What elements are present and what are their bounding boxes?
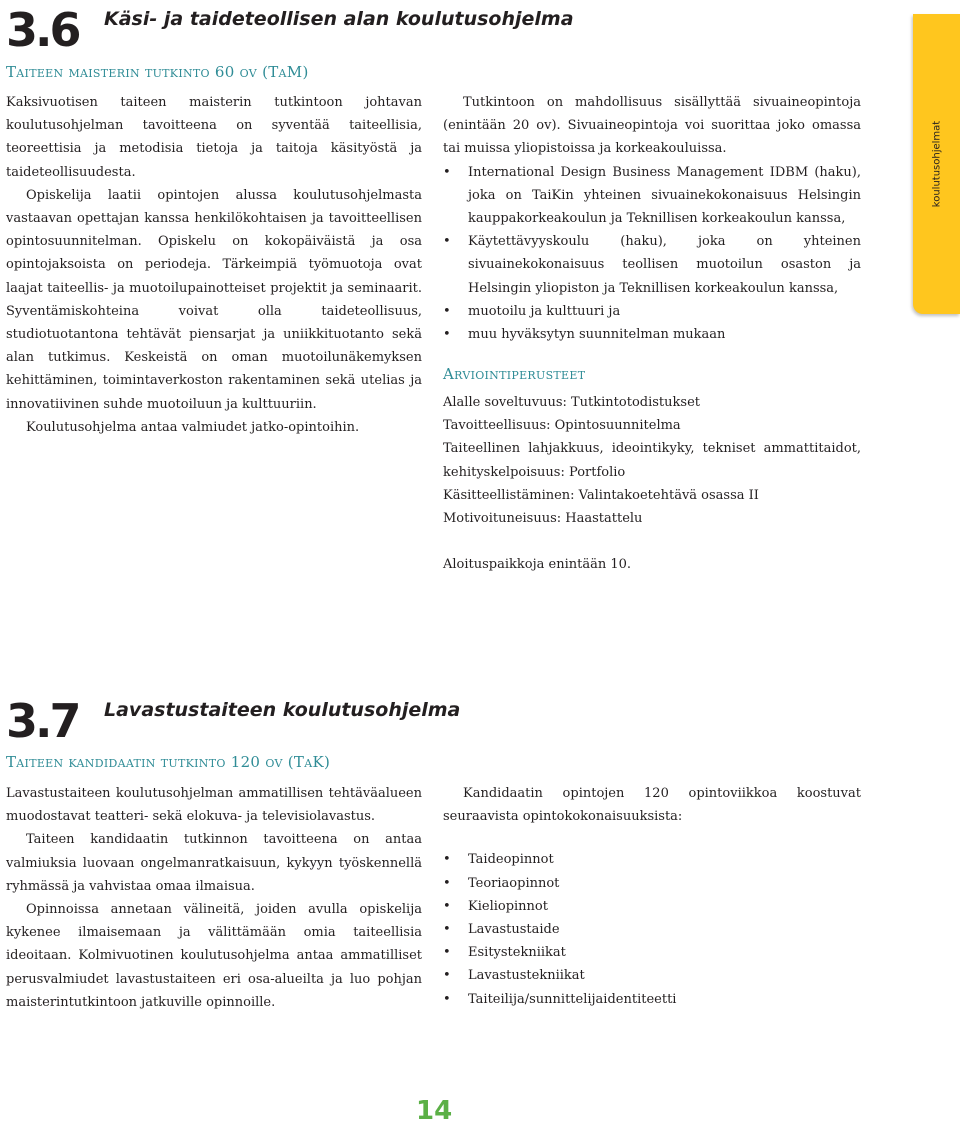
section-3-7-left-column xyxy=(6,782,422,1014)
list-item: • Taideopinnot xyxy=(443,848,861,871)
subheading-tak: Taiteen kandidaatin tutkinto 120 ov (TaK) xyxy=(6,753,331,771)
list-item: • Taiteilija/sunnittelijaidentiteetti xyxy=(443,988,861,1011)
criteria-item: Motivoituneisuus: Haastattelu xyxy=(443,511,643,527)
side-tab xyxy=(913,14,960,314)
list-item: • Lavastustaide xyxy=(443,918,861,941)
page-number: 14 xyxy=(416,1096,453,1126)
list-item: • Kieliopinnot xyxy=(443,895,861,918)
study-modules-list xyxy=(443,848,861,1010)
bullet-icon: • xyxy=(443,875,451,891)
bullet-icon: • xyxy=(443,991,451,1007)
section-number-3-7: 3.7 xyxy=(6,694,79,748)
paragraph: Kaksivuotisen taiteen maisterin tutkintoon johtavan koulutusohjelman tavoitteena on syventää taiteellisia, teoreettisia ja metodisia tietoja ja taitoja käsityöstä ja taideteollisuudesta. xyxy=(6,95,422,180)
minor-studies-list xyxy=(443,161,861,347)
criteria-list xyxy=(443,391,861,530)
bullet-icon: • xyxy=(443,164,451,180)
list-item: • muu hyväksytyn suunnitelman mukaan xyxy=(443,323,861,346)
paragraph: Tutkintoon on mahdollisuus sisällyttää sivuaineopintoja (enintään 20 ov). Sivuaineopintoja voi suorittaa joko omassa tai muissa yliopistoissa ja korkeakouluissa. xyxy=(443,95,861,157)
bullet-icon: • xyxy=(443,852,451,868)
criteria-item: Käsitteellistäminen: Valintakoetehtävä osassa II xyxy=(443,487,759,503)
bullet-icon: • xyxy=(443,945,451,961)
criteria-item: Tavoitteellisuus: Opintosuunnitelma xyxy=(443,418,681,434)
list-item: • International Design Business Management IDBM (haku), joka on TaiKin yhteinen sivuainekokonaisuus Helsingin kauppakorkeakoulun ja Teknillisen korkeakoulun kanssa, xyxy=(443,161,861,231)
bullet-icon: • xyxy=(443,234,451,250)
bullet-icon: • xyxy=(443,922,451,938)
section-3-6-left-column xyxy=(6,91,422,439)
side-tab-label: koulutusohjelmat xyxy=(931,120,942,208)
section-title-3-6: Käsi- ja taideteollisen alan koulutusohjelma xyxy=(104,8,574,30)
criteria-item: Alalle soveltuvuus: Tutkintotodistukset xyxy=(443,395,700,410)
paragraph: Opiskelija laatii opintojen alussa koulutusohjelmasta vastaavan opettajan kanssa henkilökohtaisen ja tavoitteellisen opintosuunnitelman. Opiskelu on kokopäiväistä ja osa opintojaksoista on periodeja. Tärkeimpiä työmuotoja ovat laajat taiteellis- ja muotoilupainotteiset projektit ja seminaarit. Syventämiskohteina voivat olla taideteollisuus, studiotuotantona tehtävät piensarjat ja uniikkituotanto sekä alan tutkimus. Keskeistä on oman muotoilunäkemyksen kehittäminen, toimintaverkoston rakentaminen sekä utelias ja innovatiivinen suhde muotoiluun ja kulttuuriin. xyxy=(6,187,422,412)
list-item: • muotoilu ja kulttuuri ja xyxy=(443,300,861,323)
list-item: • Teoriaopinnot xyxy=(443,872,861,895)
bullet-icon: • xyxy=(443,898,451,914)
section-3-7-right-column xyxy=(443,782,861,1011)
paragraph: Kandidaatin opintojen 120 opintoviikkoa koostuvat seuraavista opintokokonaisuuksista: xyxy=(443,786,861,825)
section-3-6-right-column xyxy=(443,91,861,346)
section-number-3-6: 3.6 xyxy=(6,3,79,57)
criteria-item: Taiteellinen lahjakkuus, ideointikyky, tekniset ammattitaidot, kehityskelpoisuus: Portfolio xyxy=(443,441,861,480)
places-text: Aloituspaikkoja enintään 10. xyxy=(443,557,632,572)
list-item: • Esitystekniikat xyxy=(443,941,861,964)
paragraph: Taiteen kandidaatin tutkinnon tavoitteena on antaa valmiuksia luovaan ongelmanratkaisuun, kykyyn työskennellä ryhmässä ja vahvistaa omaa ilmaisua. xyxy=(6,832,422,894)
section-title-3-7: Lavastustaiteen koulutusohjelma xyxy=(104,699,461,721)
list-item: • Käytettävyyskoulu (haku), joka on yhteinen sivuainekokonaisuus teollisen muotoilun osaston ja Helsingin yliopiston ja Teknillisen korkeakoulun kanssa, xyxy=(443,230,861,300)
bullet-icon: • xyxy=(443,968,451,984)
paragraph: Lavastustaiteen koulutusohjelman ammatillisen tehtäväalueen muodostavat teatteri- sekä elokuva- ja televisiolavastus. xyxy=(6,786,422,825)
paragraph: Koulutusohjelma antaa valmiudet jatko-opintoihin. xyxy=(26,419,360,435)
bullet-icon: • xyxy=(443,327,451,343)
subheading-tam: Taiteen maisterin tutkinto 60 ov (TaM) xyxy=(6,63,309,81)
subheading-criteria: Arviointiperusteet xyxy=(443,365,586,383)
paragraph: Opinnoissa annetaan välineitä, joiden avulla opiskelija kykenee ilmaisemaan ja välittämään omia taiteellisia ideoitaan. Kolmivuotinen koulutusohjelma antaa ammatilliset perusvalmiudet lavastustaiteen eri osa-alueilta ja luo pohjan maisterintutkintoon jatkuville opinnoille. xyxy=(6,902,422,1010)
list-item: • Lavastustekniikat xyxy=(443,964,861,987)
bullet-icon: • xyxy=(443,303,451,319)
